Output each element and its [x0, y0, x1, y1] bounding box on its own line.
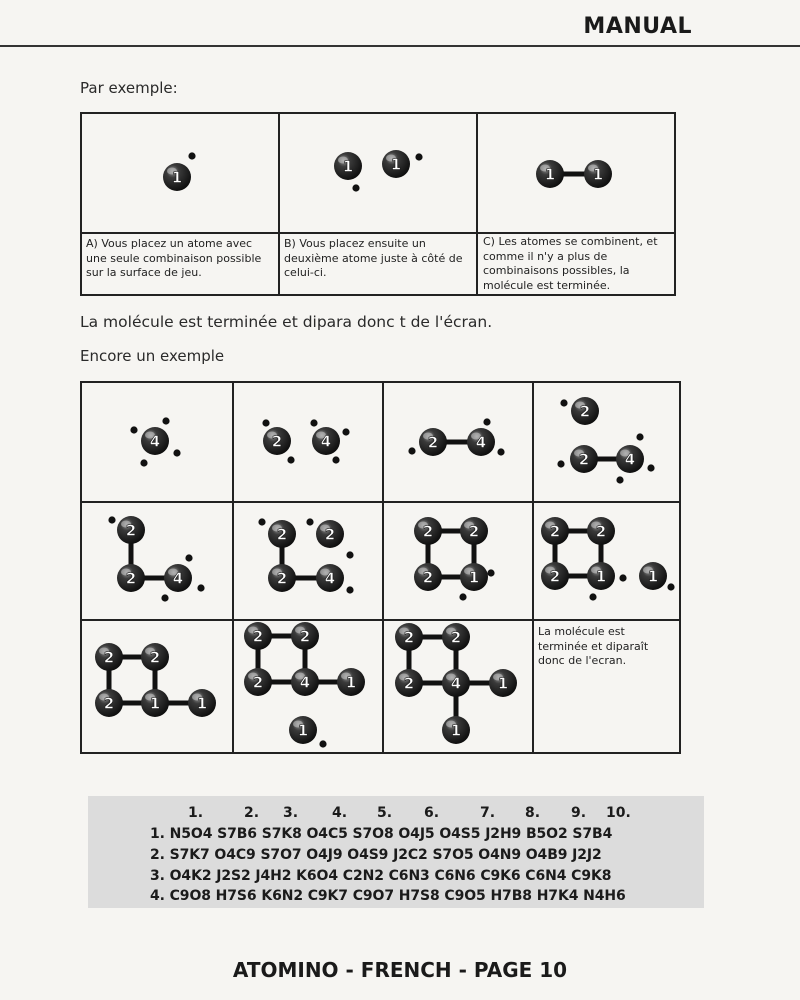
free-bond-dot [108, 516, 115, 523]
atom-label: 2 [252, 673, 264, 692]
caption-line: combinaisons possibles, la [483, 264, 630, 277]
atom-1 [289, 716, 317, 744]
bonds-layer [109, 174, 630, 730]
atom-2 [587, 517, 615, 545]
caption-line: terminée et diparaît [538, 639, 649, 653]
free-bond-dot [459, 593, 466, 600]
atom-label: 2 [276, 525, 288, 544]
atom-label: 1 [497, 674, 509, 693]
atom-1 [382, 150, 410, 178]
atom-2 [268, 564, 296, 592]
caption-line: une seule combinaison possible [86, 251, 262, 265]
free-bond-dot [483, 418, 490, 425]
code-row: 2. S7K7 O4C9 S7O7 O4J9 O4S9 J2C2 S7O5 O4N9 O4B9 J2J2 [150, 847, 602, 863]
code-column-header: 6. [424, 805, 440, 821]
atom-label: 4 [149, 432, 161, 451]
atom-label: 1 [342, 157, 354, 176]
caption-line: molécule est terminée. [483, 278, 611, 292]
code-row: 4. C9O8 H7S6 K6N2 C9K7 C9O7 H7S8 C9O5 H7B8 H7K4 N4H6 [150, 888, 626, 904]
code-row: 1. N5O4 S7B6 S7K8 O4C5 S7O8 O4J5 O4S5 J2H9 B5O2 S7B4 [150, 826, 613, 842]
atom-label: 2 [578, 450, 590, 469]
atom-1 [141, 689, 169, 717]
caption-line: B) Vous placez ensuite un [284, 237, 426, 250]
atom-4 [141, 427, 169, 455]
code-column-header: 8. [525, 805, 541, 821]
atom-2 [419, 428, 447, 456]
free-bond-dot [197, 584, 204, 591]
atom-label: 2 [422, 568, 434, 587]
atom-1 [639, 562, 667, 590]
atom-2 [244, 622, 272, 650]
free-bond-dot [415, 153, 422, 160]
caption-line: comme il n'y a plus de [483, 249, 608, 263]
atom-2 [244, 668, 272, 696]
code-column-header: 5. [377, 805, 393, 821]
atom-label: 2 [299, 627, 311, 646]
code-column-header: 4. [332, 805, 348, 821]
free-bond-dot [342, 428, 349, 435]
atom-label: 1 [595, 567, 607, 586]
free-bond-dot [616, 476, 623, 483]
atom-label: 4 [450, 674, 462, 693]
atom-2 [268, 520, 296, 548]
atom-4 [164, 564, 192, 592]
atom-label: 2 [427, 433, 439, 452]
atom-2 [117, 564, 145, 592]
free-bond-dot [185, 554, 192, 561]
caption-line: celui-ci. [284, 266, 327, 279]
atom-label: 2 [324, 525, 336, 544]
atom-2 [541, 517, 569, 545]
code-column-header: 3. [283, 805, 299, 821]
free-bond-dot [262, 419, 269, 426]
code-row: 3. O4K2 J2S2 J4H2 K6O4 C2N2 C6N3 C6N6 C9K6 C6N4 C9K8 [150, 868, 612, 884]
atom-label: 2 [579, 402, 591, 421]
caption-line: La molécule est [538, 625, 625, 638]
atom-label: 2 [125, 521, 137, 540]
free-bond-dot [560, 399, 567, 406]
atom-label: 2 [252, 627, 264, 646]
atom-label: 2 [450, 628, 462, 647]
atom-2 [95, 689, 123, 717]
atom-4 [312, 427, 340, 455]
atom-label: 2 [595, 522, 607, 541]
atom-1 [489, 669, 517, 697]
atom-4 [616, 445, 644, 473]
caption-line: sur la surface de jeu. [86, 266, 202, 279]
free-bond-dot [287, 456, 294, 463]
atom-label: 1 [468, 568, 480, 587]
free-bond-dot [487, 569, 494, 576]
atom-label: 1 [196, 694, 208, 713]
atom-label: 4 [475, 433, 487, 452]
atom-label: 2 [422, 522, 434, 541]
code-column-header: 2. [244, 805, 260, 821]
free-bond-dot [636, 433, 643, 440]
free-bond-dot [352, 184, 359, 191]
atom-2 [395, 623, 423, 651]
atom-4 [442, 669, 470, 697]
atom-2 [117, 516, 145, 544]
atom-2 [541, 562, 569, 590]
atom-label: 1 [149, 694, 161, 713]
caption-line: donc de l'ecran. [538, 654, 627, 667]
free-bond-dot [173, 449, 180, 456]
result-sentence: La molécule est terminée et dipara donc t de l'écran. [80, 313, 493, 331]
code-column-header: 10. [606, 805, 631, 821]
free-bond-dot [258, 518, 265, 525]
free-bond-dot [130, 426, 137, 433]
free-bond-dot [310, 419, 317, 426]
caption-line: C) Les atomes se combinent, et [483, 235, 658, 248]
atom-2 [316, 520, 344, 548]
atom-label: 4 [624, 450, 636, 469]
free-bond-dot [162, 417, 169, 424]
atom-4 [467, 428, 495, 456]
example2-label: Encore un exemple [80, 347, 225, 365]
atom-4 [291, 668, 319, 696]
atom-2 [263, 427, 291, 455]
free-bond-dot [332, 456, 339, 463]
atom-label: 2 [276, 569, 288, 588]
code-column-header: 9. [571, 805, 587, 821]
atom-label: 2 [403, 628, 415, 647]
atom-4 [316, 564, 344, 592]
code-column-header: 7. [480, 805, 496, 821]
atom-label: 4 [299, 673, 311, 692]
atom-1 [587, 562, 615, 590]
free-bond-dot [161, 594, 168, 601]
atom-2 [141, 643, 169, 671]
atom-label: 1 [297, 721, 309, 740]
atoms-layer [95, 150, 667, 744]
atom-label: 1 [390, 155, 402, 174]
atom-label: 1 [592, 165, 604, 184]
free-bond-dot [557, 460, 564, 467]
free-bond-dot [306, 518, 313, 525]
atom-label: 2 [468, 522, 480, 541]
atom-label: 1 [171, 168, 183, 187]
caption-line: deuxième atome juste à côté de [284, 251, 463, 265]
atom-1 [337, 668, 365, 696]
free-bond-dot [667, 583, 674, 590]
atom-label: 1 [647, 567, 659, 586]
caption-line: A) Vous placez un atome avec [86, 237, 253, 250]
atom-label: 1 [544, 165, 556, 184]
header-title: MANUAL [583, 14, 692, 39]
atom-2 [414, 563, 442, 591]
atom-1 [584, 160, 612, 188]
atom-label: 2 [149, 648, 161, 667]
atom-2 [571, 397, 599, 425]
code-column-header: 1. [188, 805, 204, 821]
atom-label: 4 [320, 432, 332, 451]
free-bond-dot [140, 459, 147, 466]
atom-2 [291, 622, 319, 650]
atom-label: 4 [324, 569, 336, 588]
atom-1 [460, 563, 488, 591]
atom-2 [414, 517, 442, 545]
atom-label: 1 [345, 673, 357, 692]
code-header-row [88, 805, 704, 823]
atom-label: 2 [403, 674, 415, 693]
free-bond-dot [647, 464, 654, 471]
atom-label: 2 [549, 567, 561, 586]
atom-2 [442, 623, 470, 651]
atom-2 [95, 643, 123, 671]
free-bond-dot [589, 593, 596, 600]
atom-label: 2 [103, 694, 115, 713]
free-bond-dot [497, 448, 504, 455]
atom-2 [395, 669, 423, 697]
code-table [88, 796, 704, 908]
atom-label: 2 [549, 522, 561, 541]
free-bond-dot [408, 447, 415, 454]
intro-label: Par exemple: [80, 79, 178, 97]
atom-1 [536, 160, 564, 188]
atom-2 [460, 517, 488, 545]
page-footer: ATOMINO - FRENCH - PAGE 10 [232, 958, 568, 982]
atom-label: 2 [271, 432, 283, 451]
atom-label: 2 [103, 648, 115, 667]
free-bond-dot [346, 586, 353, 593]
free-bond-dot [188, 152, 195, 159]
atom-1 [188, 689, 216, 717]
atom-label: 2 [125, 569, 137, 588]
free-bond-dot [346, 551, 353, 558]
atom-1 [442, 716, 470, 744]
atom-1 [163, 163, 191, 191]
atom-label: 4 [172, 569, 184, 588]
atom-1 [334, 152, 362, 180]
free-bond-dot [319, 740, 326, 747]
free-bond-dot [619, 574, 626, 581]
atom-label: 1 [450, 721, 462, 740]
atom-2 [570, 445, 598, 473]
